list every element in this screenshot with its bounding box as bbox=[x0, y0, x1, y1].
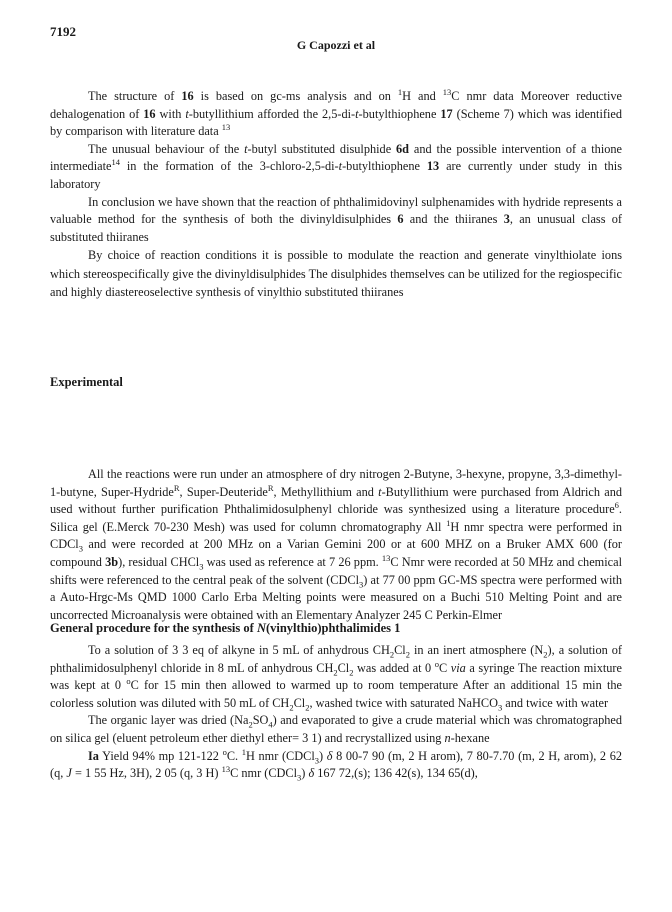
general-procedure-section bbox=[50, 642, 622, 783]
paragraph: By choice of reaction conditions it is possible to modulate the reaction and generate vinylthiolate ions which stereospecifically give the divinyldisulphides The disulphides themselves can be utilized for the regiospecific and highly diastereoselective synthesis of vinylthio substituted thiiranes bbox=[50, 248, 622, 300]
section-heading: General procedure for the synthesis of N(vinylthio)phthalimides 1 bbox=[50, 621, 401, 635]
paragraph: The unusual behaviour of the t-butyl substituted disulphide 6d and the possible intervention of a thione intermediate$^{14}$ in the formation of the 3-chloro-2,5-di-t-butylthiophene 13 are currently under study in this laboratory bbox=[50, 141, 622, 191]
paragraph: The structure of 16 is based on gc-ms analysis and on $^1$H and $^{13}$C nmr data Moreover reductive dehalogenation of 16 with t-butyllithium afforded the 2,5-di-t-butylthiophene 17 (Scheme 7) which was identified by comparison with literature data $^{13}$ bbox=[50, 86, 623, 139]
section-heading: Experimental bbox=[50, 375, 123, 389]
experimental-section bbox=[50, 466, 622, 624]
intro-section bbox=[50, 88, 622, 302]
paragraph: All the reactions were run under an atmosphere of dry nitrogen 2-Butyne, 3-hexyne, propyne, 3,3-dimethyl-1-butyne, Super-Hydride$^R$, Super-Deuteride$^R$, Methyllithium and t-Butyllithium were purchased from Aldrich and used without further purification Phthalimidosulphenyl chloride was synthesized using a literature procedure$^6$. Silica gel (E.Merck 70-230 Mesh) was used for column chromatography All $^1$H nmr spectra were performed in CDCl$_3$ and were recorded at 200 MHz on a Varian Gemini 200 or at 600 MHZ on a Bruker AMX 600 (for compound 3b), residual CHCl$_3$ was used as reference at 7 26 ppm. $^{13}$C Nmr were recorded at 50 MHz and chemical shifts were referenced to the central peak of the solvent (CDCl$_3$) at 77 00 ppm GC-MS spectra were performed with a Auto-Hrgc-Ms QMD 1000 Carlo Erba Melting points were measured on a Buchi 510 Melting Point and are uncorrected Microanalysis were obtained with an Elementary Analyzer 245 C Perkin-Elmer bbox=[50, 467, 623, 622]
paragraph: The organic layer was dried $(Na_2SO_4)$ and evaporated to give a crude material which was chromatographed on silica gel (eluent petroleum ether diethyl ether= 3 1) and recrystallized using n-hexane bbox=[50, 713, 622, 745]
running-title: G Capozzi et al bbox=[296, 38, 376, 52]
paragraph: To a solution of 3 3 eq of alkyne in 5 mL of anhydrous $CH_2Cl_2$ in an inert atmosphere $(N_2)$, a solution of phthalimidosulphenyl chloride in 8 mL of anhydrous $CH_2Cl_2$ was added at 0 $^o$C via a syringe The reaction mixture was kept at 0 $^o$C for 15 min then allowed to warmed up to room temperature After an additional 15 min the colorless solution was diluted with 50 mL of $CH_2Cl_2$, washed twice with saturated NaHCO$_3$ and twice with water bbox=[50, 643, 623, 713]
page-number: 7192 bbox=[50, 24, 76, 39]
paragraph: Ia Yield 94% mp 121-122 $^o$C. $^1$H nmr (CDCl$_3$) δ 8 00-7 90 (m, 2 H arom), 7 80-7.70 (m, 2 H, arom), 2 62 (q, J = 1 55 Hz, 3H), 2 05 (q, 3 H) $^{13}$C nmr (CDCl$_3$) δ 167 72,(s); 136 42(s), 134 65(d), bbox=[50, 746, 622, 783]
paragraph: In conclusion we have shown that the reaction of phthalimidovinyl sulphenamides with hydride represents a valuable method for the synthesis of both the divinyldisulphides 6 and the thiiranes 3, an unusual class of substituted thiiranes bbox=[50, 194, 622, 244]
